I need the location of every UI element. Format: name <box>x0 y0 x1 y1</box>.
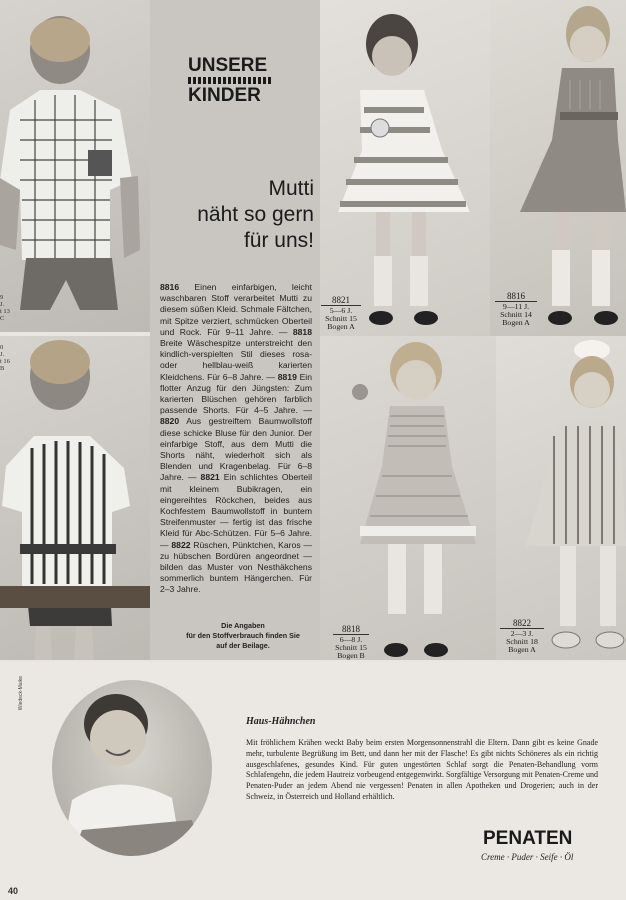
side-code-top <box>0 294 10 322</box>
girl-ruffle-dress-figure <box>496 336 626 660</box>
boy-checked-shirt-figure <box>0 0 150 332</box>
caption-bogen: Bogen A <box>502 318 530 327</box>
article-segment: Einen einfarbigen, leicht waschbaren Stoff verarbeitet Mutti zu diesem süßen Kleid. Schmale Fältchen, mit Spitze verziert, schmücken Oberteil und Rock. Für 9–11 Jahre. — <box>160 282 312 337</box>
side-code-bottom-line: B <box>0 365 5 372</box>
caption-8822 <box>500 619 544 654</box>
article-body <box>160 282 312 596</box>
penaten-logo: PENATEN <box>483 828 573 849</box>
caption-age: 9—11 J. <box>502 302 530 311</box>
girl-striped-dress-figure <box>320 0 490 336</box>
caption-schnitt: Schnitt 14 <box>500 310 532 319</box>
article-segment: Breite Wäschespitze unterstreicht den kindlich-verspielten Stil dieses rosa- oder hellblau-weiß karierten Kleidchens. Für 6–8 Jahre. — <box>160 338 312 382</box>
pattern-note-line: Die Angaben <box>221 621 265 630</box>
brand-line-2: KINDER <box>188 85 261 106</box>
headline <box>158 176 314 254</box>
side-code-top-line: t 13 <box>0 308 10 315</box>
caption-number: 8822 <box>500 619 544 629</box>
caption-schnitt: Schnitt 18 <box>506 637 538 646</box>
article-segment: Ein flotter Anzug für den Jüngsten: Zum karierten Blüschen gehören farblich passende Shorts. Für 4–5 Jahre. — <box>160 371 312 416</box>
caption-number: 8818 <box>333 625 369 635</box>
caption-8821 <box>321 296 361 331</box>
article-code: 8816 <box>160 282 180 292</box>
article-segment: Ein schlichtes Oberteil mit kleinem Bubikragen, ein eingereihtes Röckchen, beides aus Kochfestem Baumwollstoff in buntem Streifenmuster — fertig ist das frische Kleid für Abc-Schützen. Für 5–6 Jahre. — <box>160 472 312 550</box>
photo-girl-ruffle-dress <box>496 336 626 660</box>
caption-age: 2—3 J. <box>510 629 534 638</box>
ad-body: Mit fröhlichem Krähen weckt Baby beim ersten Morgensonnenstrahl die Eltern. Dann gibt es keine Gnade mehr, turbulente Begrüßung im Bett, und dann her mit der Flasche! Es gibt nichts Schöneres als ein richtig ausgeschlafenes, gesundes Kind. Für guten ungestörten Schlaf sorgt die Penaten-Behandlung vorm Schlafengehn, die jedem Hautreiz vorbeugend entgegenwirkt. Sorgfältige Versorgung mit Penaten-Creme und Penaten-Puder an jedem Abend nie vergessen! Penaten in allen Apotheken und Drogerien; auch in der Schweiz, in Österreich und Holland erhältlich. <box>246 738 598 801</box>
caption-age: 6—8 J. <box>339 635 363 644</box>
photo-girl-lace-dress <box>320 336 496 660</box>
article-segment: Aus gestreiftem Baumwollstoff diese schicke Bluse für den Junior. Der einfarbige Stoff, aus dem Mutti die Shorts näht, wiederholt sich als Blenden und Kragenbelag. Für 6–8 Jahre. — <box>160 416 312 483</box>
penaten-tagline: Creme · Puder · Seife · Öl <box>481 852 574 862</box>
caption-bogen: Bogen A <box>327 322 355 331</box>
photo-boy-striped-shirt <box>0 336 150 660</box>
baby-photo <box>52 680 212 856</box>
caption-number: 8821 <box>321 296 361 306</box>
boy-striped-shirt-figure <box>0 336 150 660</box>
section-brand <box>188 56 274 105</box>
photo-boy-checked-shirt <box>0 0 150 332</box>
ad-side-mark: Wiedeck-Maike <box>18 676 24 711</box>
caption-schnitt: Schnitt 15 <box>325 314 357 323</box>
caption-age: 5—6 J. <box>329 306 353 315</box>
brand-line-1: UNSERE <box>188 55 268 76</box>
pattern-note <box>168 621 318 651</box>
caption-bogen: Bogen B <box>337 651 365 660</box>
photo-girl-pleated-dress <box>490 0 626 336</box>
headline-line-3: für uns! <box>243 229 314 252</box>
girl-pleated-dress-figure <box>490 0 626 336</box>
article-code: 8820 <box>160 416 180 427</box>
side-code-top-line: J. <box>0 301 5 308</box>
ad-title: Haus-Hähnchen <box>246 716 316 727</box>
baby-figure <box>52 680 212 856</box>
brand-ornament <box>188 77 272 84</box>
side-code-bottom-line: 0 <box>0 344 4 351</box>
photo-girl-striped-dress <box>320 0 490 336</box>
pattern-note-line: für den Stoffverbrauch finden Sie <box>186 631 300 640</box>
article-code: 8819 <box>277 371 297 382</box>
article-code: 8821 <box>200 472 220 483</box>
article-code: 8818 <box>292 326 312 337</box>
article-segment: Rüschen, Pünktchen, Karos — zu hübschen Bordüren angeordnet — bilden das Muster von Nesthäkchens sommerlich buntem Hängerchen. Für 2–3 Jahre. <box>160 539 313 595</box>
caption-8818 <box>333 625 369 660</box>
page-number: 40 <box>8 886 19 896</box>
side-code-bottom-line: J. <box>0 351 5 358</box>
article-code: 8822 <box>171 539 191 550</box>
side-code-top-line: 9 <box>0 294 4 301</box>
caption-schnitt: Schnitt 15 <box>335 643 367 652</box>
caption-8816 <box>495 292 537 327</box>
headline-line-2: näht so gern <box>197 203 314 226</box>
caption-number: 8816 <box>495 292 537 302</box>
side-code-bottom-line: t 16 <box>0 358 10 365</box>
pattern-note-line: auf der Beilage. <box>216 641 270 650</box>
caption-bogen: Bogen A <box>508 645 536 654</box>
headline-line-1: Mutti <box>268 177 314 200</box>
side-code-bottom <box>0 344 10 372</box>
side-code-top-line: C <box>0 315 5 322</box>
girl-lace-dress-figure <box>320 336 496 660</box>
